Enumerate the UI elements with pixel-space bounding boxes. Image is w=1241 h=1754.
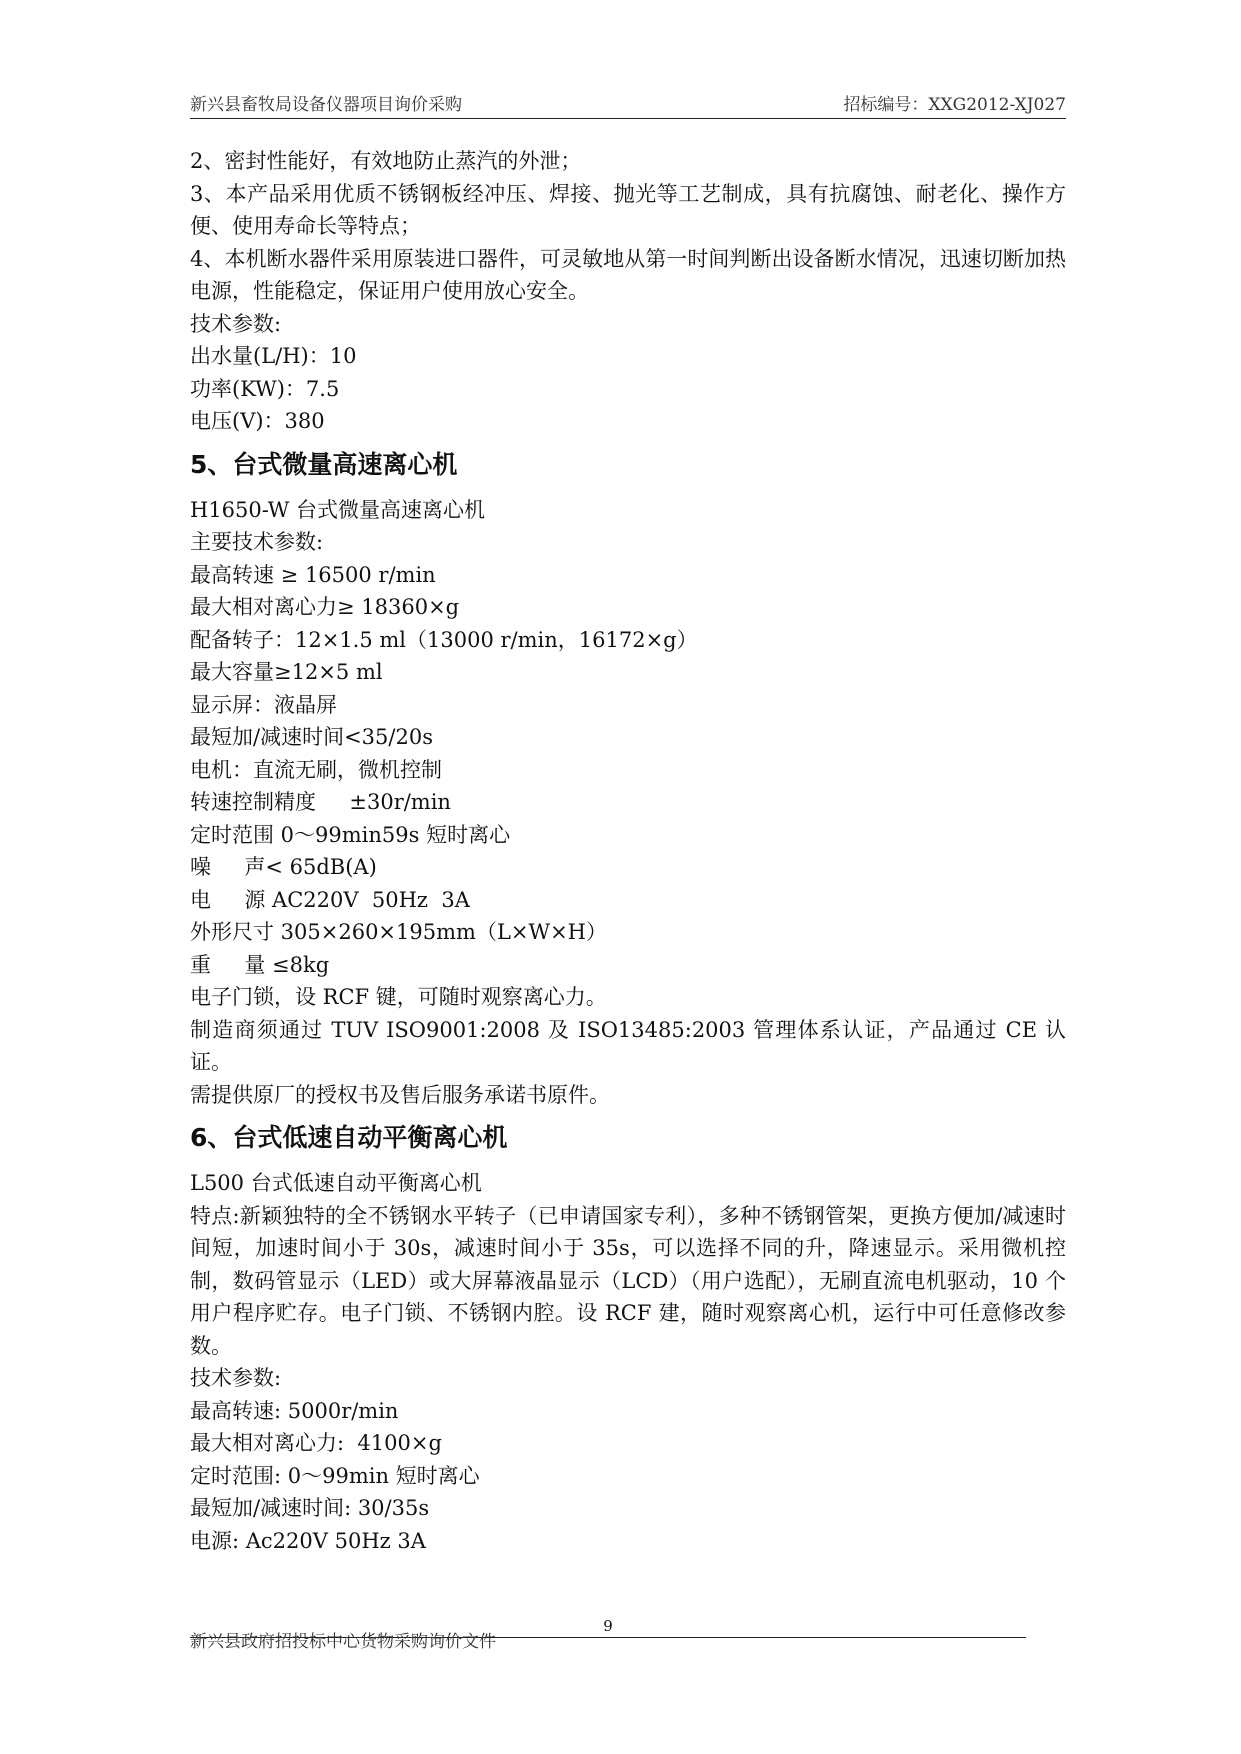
s5-motor: 电机：直流无刷，微机控制 — [190, 757, 442, 782]
header-tender-number: 招标编号：XXG2012-XJ027 — [843, 95, 1066, 115]
s5-power-supply: 电 源 AC220V 50Hz 3A — [190, 887, 470, 912]
s5-noise: 噪 声< 65dB(A) — [190, 855, 377, 879]
s5-display: 显示屏：液晶屏 — [190, 692, 337, 717]
s5-certification: 制造商须通过 TUV ISO9001:2008 及 ISO13485:2003 管理体系认证，产品通过 CE 认证。 — [190, 1017, 1066, 1074]
s5-weight: 重 量 ≤8kg — [190, 952, 330, 977]
s5-door-lock: 电子门锁，设 RCF 键，可随时观察离心力。 — [190, 985, 607, 1009]
document-body — [190, 145, 1070, 1557]
spec-power: 功率(KW)：7.5 — [190, 376, 340, 401]
spec-voltage: 电压(V)：380 — [190, 409, 325, 433]
spec-heading: 技术参数: — [190, 311, 282, 336]
s6-power-supply: 电源: Ac220V 50Hz 3A — [190, 1528, 426, 1553]
s5-max-capacity: 最大容量≥12×5 ml — [190, 660, 383, 684]
s5-max-rcf: 最大相对离心力≥ 18360×g — [190, 595, 460, 619]
s5-max-speed: 最高转速 ≥ 16500 r/min — [190, 562, 436, 587]
spec-water-output: 出水量(L/H)：10 — [190, 344, 357, 368]
feature-item-4: 4、本机断水器件采用原装进口器件，可灵敏地从第一时间判断出设备断水情况，迅速切断加热电源，性能稳定，保证用户使用放心安全。 — [190, 246, 1066, 303]
s6-max-speed: 最高转速: 5000r/min — [190, 1398, 399, 1423]
s6-accel-time: 最短加/减速时间: 30/35s — [190, 1496, 430, 1520]
s6-model: L500 台式低速自动平衡离心机 — [190, 1171, 482, 1195]
page-header — [190, 88, 1066, 119]
s6-timer-range: 定时范围: 0～99min 短时离心 — [190, 1463, 480, 1488]
s6-spec-heading: 技术参数: — [190, 1366, 282, 1390]
feature-item-3: 3、本产品采用优质不锈钢板经冲压、焊接、抛光等工艺制成，具有抗腐蚀、耐老化、操作方便、使用寿命长等特点； — [190, 181, 1066, 238]
s6-max-rcf: 最大相对离心力: 4100×g — [190, 1431, 442, 1455]
s5-speed-accuracy: 转速控制精度 ±30r/min — [190, 790, 451, 814]
footer-document-title: 新兴县政府招投标中心货物采购询价文件 — [190, 1632, 496, 1652]
s5-authorization: 需提供原厂的授权书及售后服务承诺书原件。 — [190, 1082, 610, 1107]
header-project-title: 新兴县畜牧局设备仪器项目询价采购 — [190, 95, 462, 115]
s5-spec-heading: 主要技术参数: — [190, 530, 324, 554]
s5-accel-time: 最短加/减速时间<35/20s — [190, 725, 433, 749]
feature-item-2: 2、密封性能好，有效地防止蒸汽的外泄； — [190, 149, 582, 173]
s6-features: 特点:新颖独特的全不锈钢水平转子（已申请国家专利），多种不锈钢管架，更换方便加/减速时间短，加速时间小于 30s，减速时间小于 35s，可以选择不同的升，降速显示。采用微机控制，数码管显示（LED）或大屏幕液晶显示（LCD）（用户选配），无刷直流电机驱动，10 个用户程序贮存。电子门锁、不锈钢内腔。设 RCF 建，随时观察离心机，运行中可任意修改参数。 — [190, 1203, 1066, 1358]
section-6-heading: 6、台式低速自动平衡离心机 — [190, 1123, 508, 1152]
s5-timer-range: 定时范围 0～99min59s 短时离心 — [190, 822, 511, 847]
section-5-heading: 5、台式微量高速离心机 — [190, 449, 458, 479]
s5-rotor: 配备转子：12×1.5 ml（13000 r/min，16172×g） — [190, 627, 698, 652]
s5-model: H1650-W 台式微量高速离心机 — [190, 497, 485, 522]
page-number: 9 — [603, 1617, 613, 1635]
s5-dimensions: 外形尺寸 305×260×195mm（L×W×H） — [190, 920, 607, 944]
